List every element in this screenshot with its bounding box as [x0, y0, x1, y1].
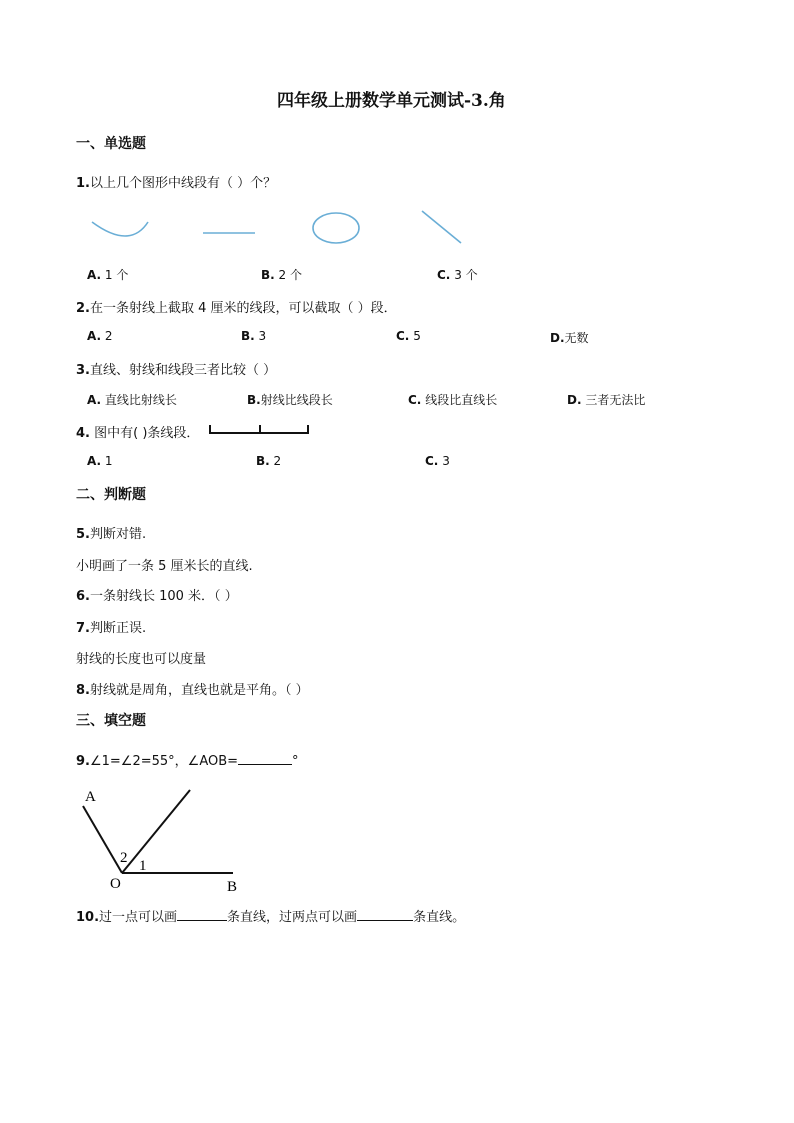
question-number: 7. — [76, 621, 90, 636]
answer-blank-2[interactable] — [357, 908, 413, 921]
question-10: 10.过一点可以画 条直线，过两点可以画 条直线。 — [76, 910, 466, 925]
q2-option-b[interactable]: B. 3 — [241, 329, 267, 343]
section-heading-true-false: 二、判断题 — [76, 487, 146, 503]
q3-option-c[interactable]: C. 线段比直线长 — [408, 393, 498, 407]
label-a: A — [85, 789, 96, 805]
q4-option-b[interactable]: B. 2 — [256, 454, 282, 468]
label-b: B — [227, 879, 238, 895]
q3-option-a[interactable]: A. 直线比射线长 — [87, 393, 177, 407]
q2-option-a[interactable]: A. 2 — [87, 329, 113, 343]
question-number: 5. — [76, 527, 90, 542]
question-number: 6. — [76, 589, 90, 604]
q1-option-a[interactable]: A. 1 个 — [87, 268, 129, 282]
question-number: 1. — [76, 176, 90, 191]
section-heading-single-choice: 一、单选题 — [76, 136, 146, 152]
section-heading-fill-blank: 三、填空题 — [76, 713, 146, 729]
question-text: 射线就是周角，直线也就是平角。（ ） — [89, 683, 309, 698]
label-angle-1: 1 — [139, 858, 147, 874]
question-number: 4. — [76, 426, 90, 441]
q1-option-c[interactable]: C. 3 个 — [437, 268, 478, 282]
question-number: 8. — [76, 683, 90, 698]
answer-blank-1[interactable] — [177, 908, 227, 921]
question-text: 一条射线长 100 米．（ ） — [89, 589, 238, 604]
page-title: 四年级上册数学单元测试-3.角 — [277, 91, 506, 111]
question-number: 2. — [76, 301, 90, 316]
question-text: 判断对错. — [89, 527, 147, 542]
q4-option-c[interactable]: C. 3 — [425, 454, 450, 468]
question-5-statement: 小明画了一条 5 厘米长的直线. — [76, 559, 253, 574]
question-7-statement: 射线的长度也可以度量 — [76, 652, 207, 667]
question-text: ∠1=∠2=55°，∠AOB= — [89, 754, 239, 769]
question-number: 9. — [76, 754, 90, 769]
question-text: 图中有( )条线段． — [94, 426, 200, 441]
q3-option-b[interactable]: B.射线比线段长 — [247, 393, 333, 407]
q2-option-d[interactable]: D.无数 — [550, 331, 589, 345]
q4-option-a[interactable]: A. 1 — [87, 454, 113, 468]
question-9: 9.∠1=∠2=55°，∠AOB= ° — [76, 754, 299, 769]
question-text: 直线、射线和线段三者比较（ ） — [89, 363, 277, 378]
label-o: O — [110, 876, 121, 892]
question-text: 判断正误. — [89, 621, 147, 636]
question-number: 10. — [76, 910, 100, 925]
q1-option-b[interactable]: B. 2 个 — [261, 268, 302, 282]
label-angle-2: 2 — [120, 850, 128, 866]
question-text: 在一条射线上截取 4 厘米的线段，可以截取（ ）段． — [89, 301, 397, 316]
question-text: 以上几个图形中线段有（ ）个？ — [89, 176, 277, 191]
q3-option-d[interactable]: D. 三者无法比 — [567, 393, 646, 407]
question-number: 3. — [76, 363, 90, 378]
q2-option-c[interactable]: C. 5 — [396, 329, 421, 343]
